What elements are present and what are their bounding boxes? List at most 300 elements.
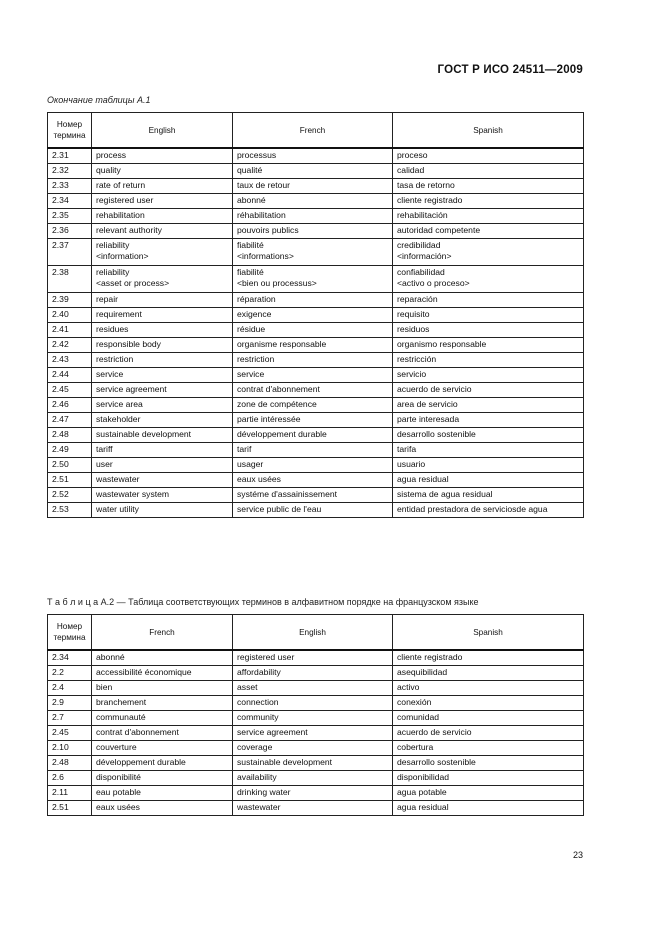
cell-text: wastewater system (96, 489, 170, 499)
cell-text: usager (237, 459, 264, 469)
cell-text: rehabilitation (96, 210, 145, 220)
term-cell (233, 428, 393, 443)
cell-text: zone de compétence (237, 399, 317, 409)
cell-text: restriction (237, 354, 275, 364)
term-cell (393, 293, 584, 308)
term-cell (393, 164, 584, 179)
cell-text: reparación (397, 294, 438, 304)
term-cell (393, 179, 584, 194)
term-cell (233, 383, 393, 398)
cell-text: 2.52 (52, 489, 69, 499)
term-cell (393, 353, 584, 368)
cell-text: tarifa (397, 444, 417, 454)
term-cell (92, 801, 233, 816)
term-number-cell (48, 383, 92, 398)
cell-text: agua residual (397, 802, 449, 812)
cell-text: calidad (397, 165, 425, 175)
table-row (48, 323, 584, 338)
term-number-cell (48, 458, 92, 473)
cell-text: 2.10 (52, 742, 69, 752)
cell-text: cliente registrado (397, 195, 463, 205)
cell-text: tasa de retorno (397, 180, 455, 190)
cell-text: organisme responsable (237, 339, 327, 349)
cell-text: 2.41 (52, 324, 69, 334)
cell-text: qualité (237, 165, 263, 175)
term-number-cell (48, 308, 92, 323)
cell-text: tariff (96, 444, 113, 454)
cell-text: confiabilidad (397, 267, 445, 277)
term-number-cell (48, 473, 92, 488)
cell-text: 2.53 (52, 504, 69, 514)
cell-text-line2: <bien ou processus> (237, 278, 317, 288)
cell-text: reliability (96, 240, 130, 250)
cell-text: branchement (96, 697, 147, 707)
table-row (48, 413, 584, 428)
cell-text: 2.43 (52, 354, 69, 364)
table-row (48, 224, 584, 239)
cell-text: 2.51 (52, 474, 69, 484)
term-cell (92, 413, 233, 428)
term-cell (92, 398, 233, 413)
term-cell (393, 473, 584, 488)
cell-text: fiabilité (237, 240, 264, 250)
term-cell (393, 666, 584, 681)
cell-text: area de servicio (397, 399, 458, 409)
cell-text: 2.36 (52, 225, 69, 235)
term-cell (233, 711, 393, 726)
cell-text: community (237, 712, 279, 722)
cell-text: systéme d'assainissement (237, 489, 338, 499)
term-cell (393, 801, 584, 816)
term-cell (233, 293, 393, 308)
term-cell (233, 741, 393, 756)
cell-text: affordability (237, 667, 281, 677)
table-row (48, 756, 584, 771)
cell-text: disponibilidad (397, 772, 450, 782)
table-row (48, 443, 584, 458)
term-number-cell (48, 681, 92, 696)
term-cell (233, 266, 393, 293)
term-cell (92, 368, 233, 383)
term-cell (233, 443, 393, 458)
term-cell (393, 726, 584, 741)
term-cell (393, 338, 584, 353)
table-row (48, 786, 584, 801)
term-cell (393, 266, 584, 293)
term-cell (233, 194, 393, 209)
cell-text: eau potable (96, 787, 141, 797)
cell-text: activo (397, 682, 420, 692)
term-cell (393, 383, 584, 398)
cell-text: 2.33 (52, 180, 69, 190)
term-cell (393, 398, 584, 413)
term-cell (393, 413, 584, 428)
term-cell (393, 224, 584, 239)
term-cell (92, 711, 233, 726)
term-cell (393, 428, 584, 443)
term-cell (92, 323, 233, 338)
cell-text: residuos (397, 324, 430, 334)
cell-text: résidue (237, 324, 266, 334)
term-number-cell (48, 368, 92, 383)
table2-header-row (48, 615, 584, 651)
term-cell (393, 488, 584, 503)
term-number-cell (48, 801, 92, 816)
cell-text: conexión (397, 697, 432, 707)
cell-text: service area (96, 399, 143, 409)
cell-text: responsible body (96, 339, 161, 349)
table-row (48, 266, 584, 293)
term-cell (393, 368, 584, 383)
cell-text: sistema de agua residual (397, 489, 493, 499)
term-cell (393, 443, 584, 458)
table-row (48, 650, 584, 666)
term-cell (233, 353, 393, 368)
table-row (48, 398, 584, 413)
term-cell (233, 650, 393, 666)
term-number-cell (48, 696, 92, 711)
cell-text: asequibilidad (397, 667, 448, 677)
cell-text: service agreement (237, 727, 308, 737)
cell-text: développement durable (237, 429, 327, 439)
term-cell (92, 786, 233, 801)
table-row (48, 428, 584, 443)
cell-text: 2.7 (52, 712, 64, 722)
term-number-cell (48, 503, 92, 518)
cell-text: 2.11 (52, 787, 69, 797)
table-row (48, 239, 584, 266)
cell-text: 2.48 (52, 429, 69, 439)
cell-text: wastewater (96, 474, 140, 484)
term-cell (393, 771, 584, 786)
cell-text: communauté (96, 712, 146, 722)
table-row (48, 503, 584, 518)
cell-text: contrat d'abonnement (96, 727, 179, 737)
cell-text: service (237, 369, 265, 379)
term-cell (233, 413, 393, 428)
cell-text: 2.35 (52, 210, 69, 220)
term-cell (233, 179, 393, 194)
term-cell (233, 771, 393, 786)
table1-header-row (48, 113, 584, 149)
term-number-cell (48, 488, 92, 503)
term-number-cell (48, 338, 92, 353)
term-cell (92, 179, 233, 194)
cell-text: sustainable development (96, 429, 192, 439)
term-cell (233, 801, 393, 816)
cell-text: stakeholder (96, 414, 141, 424)
term-number-cell (48, 398, 92, 413)
cell-text: coverage (237, 742, 273, 752)
term-cell (233, 308, 393, 323)
cell-text: agua potable (397, 787, 447, 797)
cell-text: residues (96, 324, 129, 334)
term-number-cell (48, 741, 92, 756)
term-cell (233, 323, 393, 338)
cell-text: 2.37 (52, 240, 69, 250)
cell-text: requirement (96, 309, 142, 319)
cell-text: credibilidad (397, 240, 441, 250)
term-cell (92, 771, 233, 786)
term-number-cell (48, 194, 92, 209)
term-cell (393, 503, 584, 518)
cell-text: tarif (237, 444, 252, 454)
cell-text: 2.6 (52, 772, 64, 782)
cell-text: water utility (96, 504, 139, 514)
term-cell (233, 398, 393, 413)
cell-text: 2.9 (52, 697, 64, 707)
cell-text: réparation (237, 294, 276, 304)
table-row (48, 458, 584, 473)
term-cell (233, 164, 393, 179)
page-number: 23 (572, 850, 583, 860)
table1-header-english: English (92, 113, 233, 149)
cell-text: couverture (96, 742, 137, 752)
term-cell (393, 650, 584, 666)
cell-text: développement durable (96, 757, 186, 767)
cell-text: proceso (397, 150, 428, 160)
cell-text: pouvoirs publics (237, 225, 299, 235)
term-cell (393, 681, 584, 696)
term-cell (92, 488, 233, 503)
cell-text: cliente registrado (397, 652, 463, 662)
term-cell (393, 194, 584, 209)
cell-text: 2.42 (52, 339, 69, 349)
term-cell (92, 696, 233, 711)
term-number-cell (48, 224, 92, 239)
table-row (48, 293, 584, 308)
term-cell (92, 650, 233, 666)
term-cell (393, 323, 584, 338)
table-row (48, 741, 584, 756)
cell-text: servicio (397, 369, 427, 379)
term-cell (393, 786, 584, 801)
cell-text: 2.34 (52, 652, 69, 662)
term-cell (233, 473, 393, 488)
cell-text: user (96, 459, 113, 469)
cell-text: 2.45 (52, 384, 69, 394)
cell-text-line2: <informations> (237, 251, 294, 261)
table-row (48, 353, 584, 368)
cell-text: service public de l'eau (237, 504, 322, 514)
term-number-cell (48, 666, 92, 681)
cell-text: cobertura (397, 742, 434, 752)
cell-text: repair (96, 294, 118, 304)
cell-text: 2.47 (52, 414, 69, 424)
table1-header-number: Номер термина (48, 113, 92, 149)
cell-text: registered user (237, 652, 295, 662)
term-number-cell (48, 293, 92, 308)
term-cell (233, 681, 393, 696)
cell-text: 2.49 (52, 444, 69, 454)
cell-text-line2: <información> (397, 251, 452, 261)
term-cell (233, 666, 393, 681)
table-row (48, 148, 584, 164)
table-row (48, 666, 584, 681)
table2-caption: Т а б л и ц а А.2 — Таблица соответствующих терминов в алфавитном порядке на французском языке (47, 597, 479, 607)
table-row (48, 383, 584, 398)
term-number-cell (48, 164, 92, 179)
cell-text: reliability (96, 267, 130, 277)
term-cell (233, 209, 393, 224)
cell-text: registered user (96, 195, 154, 205)
term-cell (233, 488, 393, 503)
table1-header-spanish: Spanish (393, 113, 584, 149)
term-cell (233, 726, 393, 741)
term-cell (92, 741, 233, 756)
table-row (48, 179, 584, 194)
table-row (48, 696, 584, 711)
term-number-cell (48, 266, 92, 293)
cell-text: bien (96, 682, 113, 692)
term-cell (393, 756, 584, 771)
term-number-cell (48, 179, 92, 194)
term-cell (92, 681, 233, 696)
table-row (48, 488, 584, 503)
table-row (48, 801, 584, 816)
cell-text: 2.46 (52, 399, 69, 409)
cell-text: comunidad (397, 712, 440, 722)
term-cell (92, 473, 233, 488)
table1-header-french: French (233, 113, 393, 149)
term-cell (393, 148, 584, 164)
cell-text: 2.34 (52, 195, 69, 205)
cell-text: availability (237, 772, 277, 782)
term-cell (92, 209, 233, 224)
term-cell (233, 756, 393, 771)
cell-text: eaux usées (237, 474, 281, 484)
table-row (48, 368, 584, 383)
term-cell (233, 224, 393, 239)
cell-text: requisito (397, 309, 430, 319)
cell-text: desarrollo sostenible (397, 429, 476, 439)
cell-text: organismo responsable (397, 339, 487, 349)
table2-body (48, 650, 584, 816)
cell-text: autoridad competente (397, 225, 481, 235)
table-row (48, 338, 584, 353)
cell-text-line2: <asset or process> (96, 278, 170, 288)
cell-text: relevant authority (96, 225, 162, 235)
cell-text: 2.50 (52, 459, 69, 469)
term-cell (92, 443, 233, 458)
cell-text: accessibilité économique (96, 667, 192, 677)
cell-text: rate of return (96, 180, 146, 190)
cell-text: contrat d'abonnement (237, 384, 320, 394)
table-row (48, 209, 584, 224)
term-cell (393, 209, 584, 224)
table1-body (48, 148, 584, 518)
term-cell (92, 428, 233, 443)
cell-text: réhabilitation (237, 210, 286, 220)
term-number-cell (48, 443, 92, 458)
term-cell (92, 383, 233, 398)
table-row (48, 308, 584, 323)
cell-text: entidad prestadora de serviciosde agua (397, 504, 548, 514)
cell-text: usuario (397, 459, 426, 469)
table1-caption: Окончание таблицы А.1 (47, 95, 151, 105)
term-cell (393, 741, 584, 756)
cell-text: quality (96, 165, 121, 175)
term-cell (393, 239, 584, 266)
cell-text: abonné (96, 652, 125, 662)
cell-text: 2.4 (52, 682, 64, 692)
term-number-cell (48, 650, 92, 666)
term-cell (233, 696, 393, 711)
term-cell (92, 266, 233, 293)
term-number-cell (48, 726, 92, 741)
term-cell (233, 458, 393, 473)
table2-header-number: Номер термина (48, 615, 92, 651)
table-row (48, 771, 584, 786)
term-cell (92, 666, 233, 681)
cell-text: fiabilité (237, 267, 264, 277)
cell-text: service (96, 369, 124, 379)
term-cell (233, 148, 393, 164)
cell-text: process (96, 150, 127, 160)
cell-text: partie intéressée (237, 414, 301, 424)
table2-header-english: English (233, 615, 393, 651)
term-cell (92, 164, 233, 179)
cell-text: 2.51 (52, 802, 69, 812)
term-cell (92, 756, 233, 771)
cell-text: drinking water (237, 787, 291, 797)
term-number-cell (48, 323, 92, 338)
term-number-cell (48, 771, 92, 786)
table2 (47, 614, 584, 816)
cell-text: rehabilitación (397, 210, 448, 220)
cell-text: connection (237, 697, 279, 707)
term-number-cell (48, 148, 92, 164)
cell-text: 2.44 (52, 369, 69, 379)
term-number-cell (48, 786, 92, 801)
table-row (48, 681, 584, 696)
cell-text: 2.45 (52, 727, 69, 737)
term-cell (92, 194, 233, 209)
cell-text: asset (237, 682, 258, 692)
term-number-cell (48, 756, 92, 771)
table-row (48, 726, 584, 741)
term-number-cell (48, 353, 92, 368)
cell-text: desarrollo sostenible (397, 757, 476, 767)
term-cell (92, 503, 233, 518)
term-number-cell (48, 413, 92, 428)
term-number-cell (48, 209, 92, 224)
cell-text: 2.32 (52, 165, 69, 175)
cell-text-line2: <activo o proceso> (397, 278, 470, 288)
cell-text: agua residual (397, 474, 449, 484)
term-cell (233, 503, 393, 518)
cell-text: acuerdo de servicio (397, 727, 472, 737)
term-cell (393, 696, 584, 711)
term-cell (393, 308, 584, 323)
cell-text: restricción (397, 354, 437, 364)
term-cell (393, 458, 584, 473)
term-cell (393, 711, 584, 726)
term-number-cell (48, 239, 92, 266)
cell-text: eaux usées (96, 802, 140, 812)
cell-text: 2.40 (52, 309, 69, 319)
table-row (48, 711, 584, 726)
term-cell (92, 338, 233, 353)
document-header: ГОСТ Р ИСО 24511—2009 (437, 64, 583, 76)
cell-text: service agreement (96, 384, 167, 394)
table2-header-french: French (92, 615, 233, 651)
term-cell (92, 239, 233, 266)
cell-text: processus (237, 150, 277, 160)
cell-text: taux de retour (237, 180, 291, 190)
term-cell (92, 224, 233, 239)
cell-text: 2.38 (52, 267, 69, 277)
